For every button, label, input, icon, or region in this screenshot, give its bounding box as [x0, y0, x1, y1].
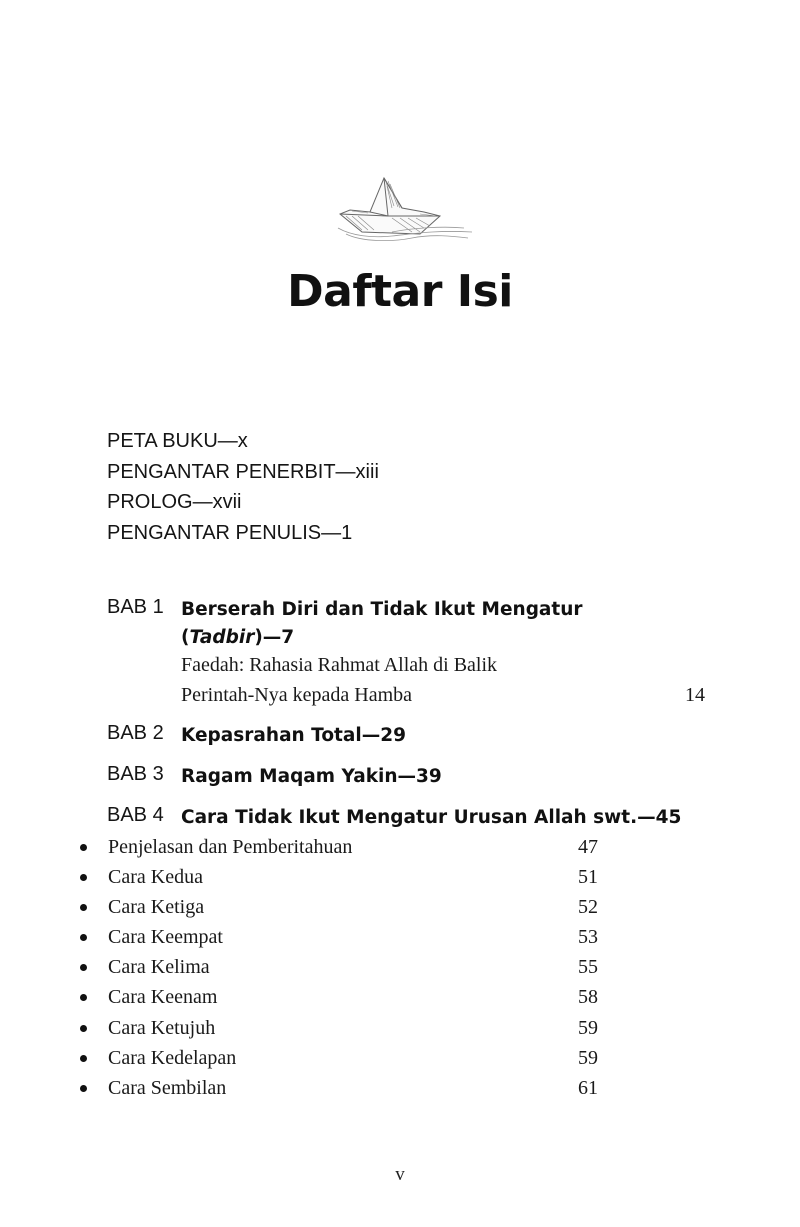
chapter-title[interactable]: Cara Tidak Ikut Mengatur Urusan Allah swt.—45 — [181, 807, 682, 828]
chapter-title[interactable]: Berserah Diri dan Tidak Ikut Mengatur (Tadbir)—7 — [181, 599, 583, 648]
list-item[interactable]: Cara Sembilan 61 — [75, 1074, 598, 1104]
chapter-title[interactable]: Kepasrahan Total—29 — [181, 725, 406, 746]
bullet-icon — [80, 1055, 87, 1062]
list-item[interactable]: Cara Kedua 51 — [75, 863, 598, 893]
front-matter-list — [107, 426, 379, 548]
toc-entry-pengantar-penerbit[interactable]: PENGANTAR PENERBIT—xiii — [107, 460, 379, 483]
toc-entry-pengantar-penulis[interactable]: PENGANTAR PENULIS—1 — [107, 521, 353, 544]
list-item[interactable]: Cara Kedelapan 59 — [75, 1044, 598, 1074]
chapter-title[interactable]: Ragam Maqam Yakin—39 — [181, 766, 442, 787]
chapter-number: BAB 1 — [107, 596, 164, 618]
bullet-icon — [80, 874, 87, 881]
list-item[interactable]: Cara Keenam 58 — [75, 983, 598, 1013]
page-title: Daftar Isi — [287, 266, 513, 317]
list-item[interactable]: Cara Ketujuh 59 — [75, 1014, 598, 1044]
page-number-folio: v — [395, 1164, 405, 1185]
chapter-4-items — [75, 833, 598, 1104]
list-item[interactable]: Cara Kelima 55 — [75, 953, 598, 983]
bullet-icon — [80, 994, 87, 1001]
page-number: 14 — [685, 684, 705, 706]
chapter-number: BAB 4 — [107, 804, 164, 826]
bullet-icon — [80, 904, 87, 911]
bullet-icon — [80, 1085, 87, 1092]
bullet-icon — [80, 964, 87, 971]
chapter-number: BAB 2 — [107, 722, 164, 744]
bullet-icon — [80, 1025, 87, 1032]
subsection-entry[interactable]: Faedah: Rahasia Rahmat Allah di Balik Perintah-Nya kepada Hamba 14 — [181, 650, 705, 710]
bullet-icon — [80, 934, 87, 941]
chapter-number: BAB 3 — [107, 763, 164, 785]
paper-boat-icon — [332, 172, 478, 246]
list-item[interactable]: Cara Ketiga 52 — [75, 893, 598, 923]
toc-entry-peta-buku[interactable]: PETA BUKU—x — [107, 430, 248, 452]
toc-entry-prolog[interactable]: PROLOG—xvii — [107, 491, 242, 513]
list-item[interactable]: Penjelasan dan Pemberitahuan 47 — [75, 833, 598, 863]
list-item[interactable]: Cara Keempat 53 — [75, 923, 598, 953]
bullet-icon — [80, 844, 87, 851]
